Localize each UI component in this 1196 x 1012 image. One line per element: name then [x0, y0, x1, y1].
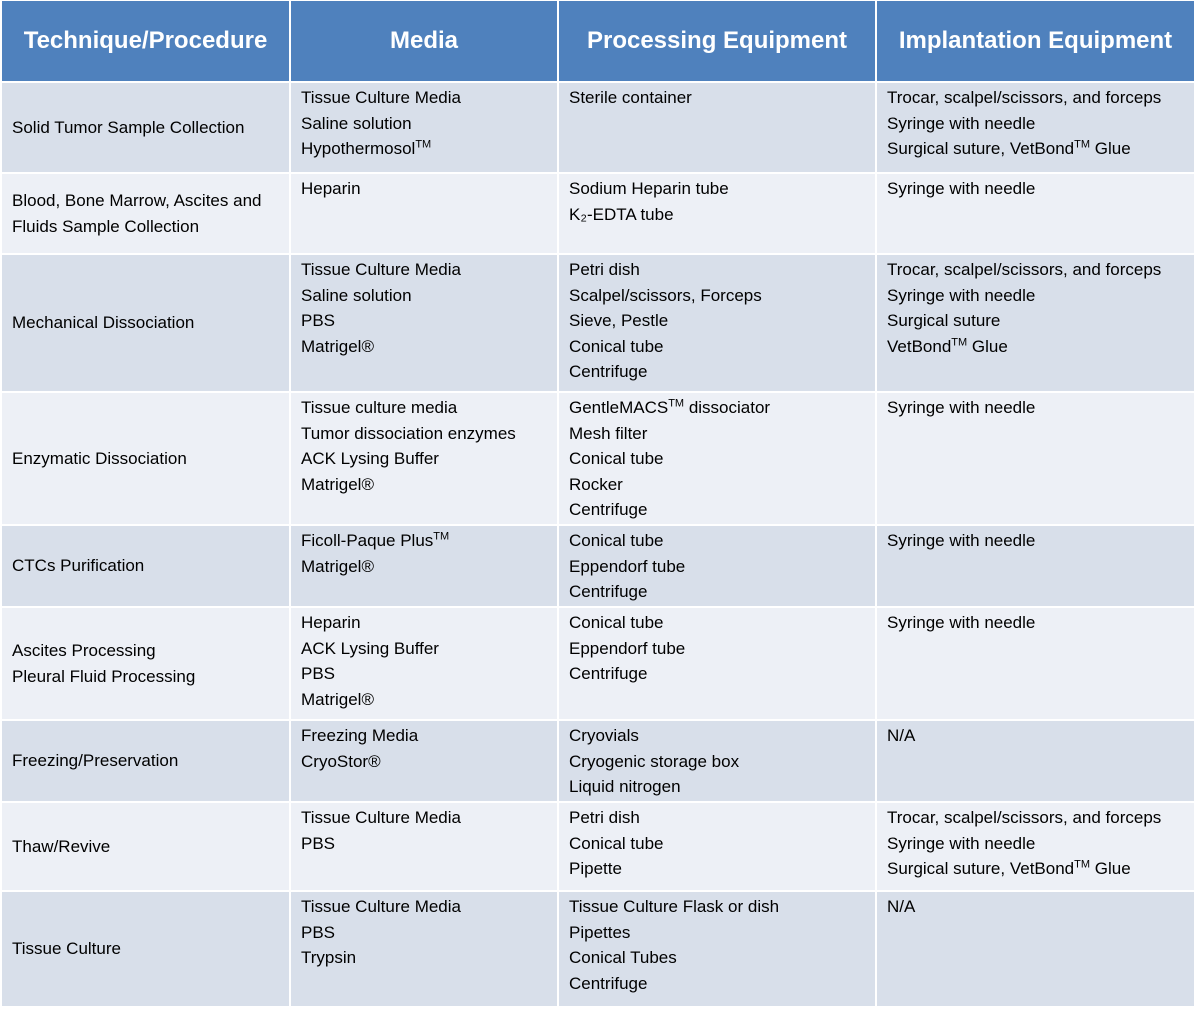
cell-line: PBS: [301, 922, 336, 942]
processing-cell: [558, 607, 876, 720]
cell-line: PBS: [301, 311, 336, 331]
cell-line: Freezing Media: [301, 726, 419, 745]
cell-line: Enzymatic Dissociation: [12, 448, 187, 468]
cell-line: Tissue Culture: [12, 939, 121, 959]
cell-line: CTCs Purification: [12, 556, 145, 576]
table-row: [2, 802, 1194, 891]
technique-cell: [2, 392, 290, 525]
cell-line: Petri dish: [569, 808, 640, 827]
cell-line: Tumor dissociation enzymes: [301, 423, 516, 443]
cell-line: Freezing/Preservation: [12, 751, 179, 771]
cell-line: Syringe with needle: [887, 833, 1036, 853]
implantation-cell: [876, 525, 1194, 607]
technique-cell: [2, 802, 290, 891]
cell-line: Syringe with needle: [887, 613, 1036, 632]
implantation-cell: [876, 802, 1194, 891]
cell-line: Centrifuge: [569, 973, 648, 993]
processing-cell: [558, 173, 876, 254]
technique-cell: [2, 891, 290, 1006]
cell-line: GentleMACS™ dissociator: [569, 397, 771, 417]
cell-line: Tissue Culture Media: [301, 88, 461, 107]
table-row: [2, 525, 1194, 607]
cell-line: Scalpel/scissors, Forceps: [569, 285, 762, 305]
cell-line: Petri dish: [569, 260, 640, 279]
cell-line: Centrifuge: [569, 362, 648, 382]
cell-line: PBS: [301, 664, 336, 684]
cell-line: Heparin: [301, 179, 361, 198]
cell-line: Tissue Culture Media: [301, 808, 461, 827]
media-cell: [290, 802, 558, 891]
cell-line: Sterile container: [569, 88, 692, 107]
cell-line: Trocar, scalpel/scissors, and forceps: [887, 88, 1162, 107]
header-processing-equipment: Processing Equipment: [558, 1, 876, 82]
cell-line: ACK Lysing Buffer: [301, 449, 439, 469]
cell-line: K₂-EDTA tube: [569, 204, 674, 224]
cell-line: Liquid nitrogen: [569, 777, 681, 797]
cell-line: Blood, Bone Marrow, Ascites and: [12, 190, 262, 210]
implantation-cell: [876, 82, 1194, 173]
cell-line: Trocar, scalpel/scissors, and forceps: [887, 808, 1162, 827]
cell-line: Cryovials: [569, 726, 639, 745]
table-row: [2, 720, 1194, 802]
technique-cell: [2, 173, 290, 254]
implantation-cell: [876, 607, 1194, 720]
cell-line: Eppendorf tube: [569, 638, 686, 658]
cell-line: N/A: [887, 897, 916, 916]
cell-line: Pipette: [569, 859, 622, 879]
table-row: [2, 392, 1194, 525]
cell-line: VetBond™ Glue: [887, 336, 1008, 356]
technique-cell: [2, 525, 290, 607]
technique-cell: [2, 82, 290, 173]
cell-line: ACK Lysing Buffer: [301, 638, 439, 658]
cell-line: Conical tube: [569, 833, 664, 853]
cell-line: Syringe with needle: [887, 285, 1036, 305]
media-cell: [290, 720, 558, 802]
implantation-cell: [876, 173, 1194, 254]
cell-line: Matrigel®: [301, 336, 374, 356]
cell-line: Syringe with needle: [887, 113, 1036, 133]
media-cell: [290, 173, 558, 254]
cell-line: CryoStor®: [301, 751, 381, 771]
implantation-cell: [876, 392, 1194, 525]
technique-cell: [2, 720, 290, 802]
cell-line: Conical tube: [569, 531, 664, 550]
cell-line: PBS: [301, 833, 336, 853]
processing-cell: [558, 82, 876, 173]
media-cell: [290, 254, 558, 392]
table-row: [2, 891, 1194, 1006]
cell-line: Syringe with needle: [887, 398, 1036, 417]
technique-cell: [2, 607, 290, 720]
table-body: [2, 82, 1194, 1006]
header-implantation-equipment: Implantation Equipment: [876, 1, 1194, 82]
implantation-cell: [876, 891, 1194, 1006]
technique-cell: [2, 254, 290, 392]
cell-line: Conical Tubes: [569, 948, 677, 968]
cell-line: Tissue Culture Media: [301, 260, 461, 279]
cell-line: Pleural Fluid Processing: [12, 666, 196, 686]
cell-line: Centrifuge: [569, 582, 648, 602]
processing-cell: [558, 891, 876, 1006]
header-technique: Technique/Procedure: [2, 1, 290, 82]
cell-line: Heparin: [301, 613, 361, 632]
processing-cell: [558, 392, 876, 525]
cell-line: Matrigel®: [301, 689, 374, 709]
cell-line: Saline solution: [301, 113, 412, 133]
cell-line: Pipettes: [569, 922, 631, 942]
cell-line: Conical tube: [569, 449, 664, 469]
cell-line: Surgical suture, VetBond™ Glue: [887, 858, 1131, 879]
cell-line: Conical tube: [569, 336, 664, 356]
cell-line: Centrifuge: [569, 664, 648, 684]
cell-line: Syringe with needle: [887, 179, 1036, 198]
media-cell: [290, 607, 558, 720]
cell-line: N/A: [887, 726, 916, 745]
table-row: [2, 82, 1194, 173]
cell-line: Sieve, Pestle: [569, 311, 669, 331]
media-cell: [290, 392, 558, 525]
cell-line: Mesh filter: [569, 423, 648, 443]
implantation-cell: [876, 720, 1194, 802]
media-cell: [290, 525, 558, 607]
cell-line: Matrigel®: [301, 474, 374, 494]
cell-line: Trocar, scalpel/scissors, and forceps: [887, 260, 1162, 279]
media-cell: [290, 891, 558, 1006]
header-media: Media: [290, 1, 558, 82]
cell-line: Surgical suture, VetBond™ Glue: [887, 138, 1131, 159]
table-row: [2, 607, 1194, 720]
cell-line: Fluids Sample Collection: [12, 216, 200, 236]
media-cell: [290, 82, 558, 173]
cell-line: Thaw/Revive: [12, 836, 111, 856]
cell-line: Rocker: [569, 474, 623, 494]
cell-line: Eppendorf tube: [569, 556, 686, 576]
cell-line: Matrigel®: [301, 556, 374, 576]
cell-line: Mechanical Dissociation: [12, 313, 195, 333]
cell-line: Solid Tumor Sample Collection: [12, 117, 245, 137]
cell-line: Conical tube: [569, 613, 664, 632]
cell-line: Ascites Processing: [12, 640, 156, 660]
cell-line: Syringe with needle: [887, 531, 1036, 550]
implantation-cell: [876, 254, 1194, 392]
processing-cell: [558, 720, 876, 802]
cell-line: Tissue culture media: [301, 398, 458, 417]
protocol-table: [2, 1, 1194, 1006]
table-row: [2, 254, 1194, 392]
cell-line: Saline solution: [301, 285, 412, 305]
cell-line: Trypsin: [301, 948, 357, 968]
cell-line: Surgical suture: [887, 311, 1001, 331]
table-row: [2, 173, 1194, 254]
cell-line: Tissue Culture Flask or dish: [569, 897, 780, 916]
cell-line: Hypothermosol™: [301, 138, 432, 159]
cell-line: Centrifuge: [569, 500, 648, 520]
cell-line: Ficoll-Paque Plus™: [301, 530, 450, 550]
processing-cell: [558, 254, 876, 392]
processing-cell: [558, 802, 876, 891]
cell-line: Sodium Heparin tube: [569, 179, 729, 198]
header-row: [2, 1, 1194, 82]
cell-line: Tissue Culture Media: [301, 897, 461, 916]
cell-line: Cryogenic storage box: [569, 751, 740, 771]
processing-cell: [558, 525, 876, 607]
